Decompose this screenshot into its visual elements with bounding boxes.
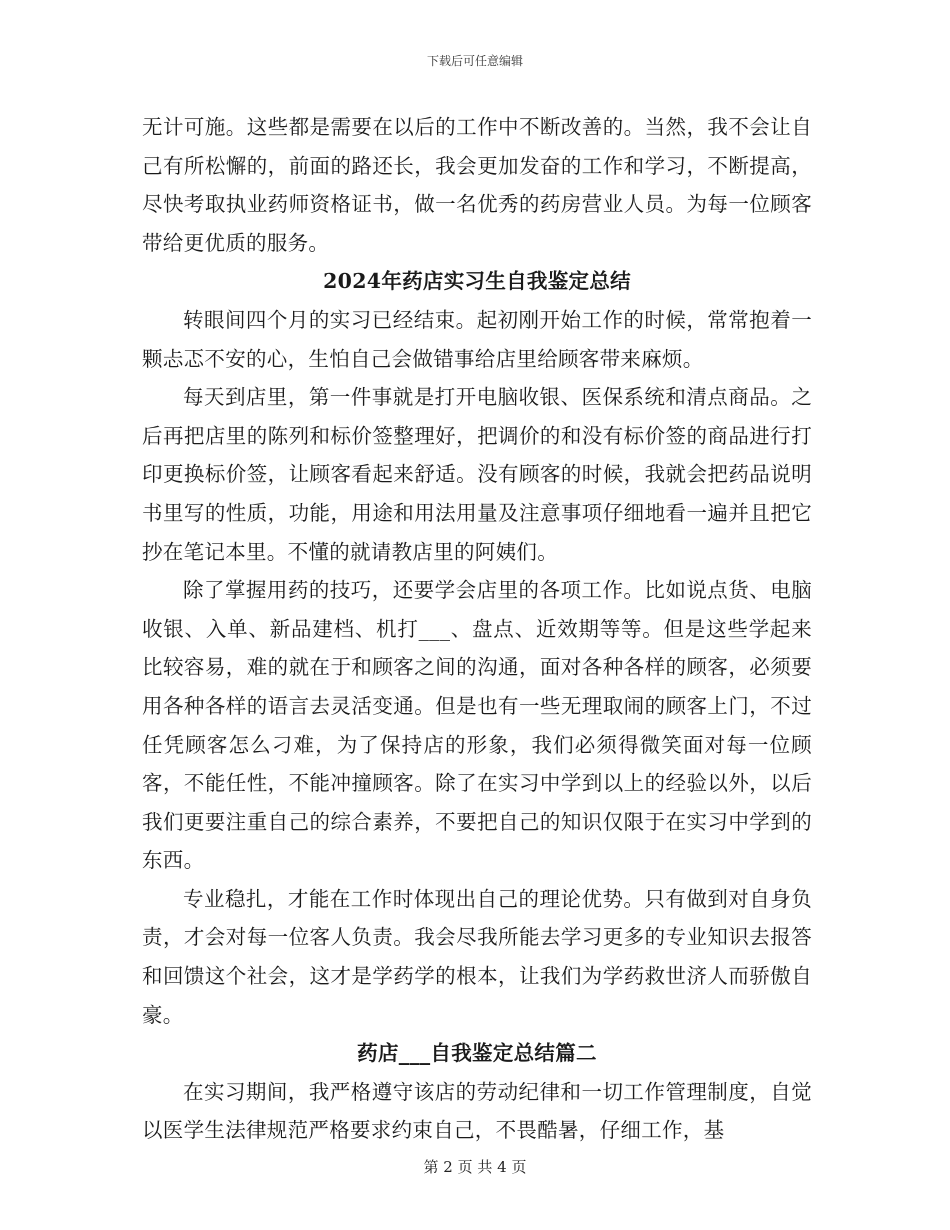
paragraph: 无计可施。这些都是需要在以后的工作中不断改善的。当然，我不会让自己有所松懈的，前面的路还长，我会更加发奋的工作和学习，不断提高，尽快考取执业药师资格证书，做一名优秀的药房营业人员。为每一位顾客带给更优质的服务。 — [142, 115, 812, 255]
page-header-note: 下载后可任意编辑 — [426, 54, 523, 68]
section-heading: 药店___自我鉴定总结篇二 — [357, 1041, 597, 1066]
document-body — [142, 108, 812, 1150]
paragraph: 转眼间四个月的实习已经结束。起初刚开始工作的时候，常常抱着一颗忐忑不安的心，生怕自己会做错事给店里给顾客带来麻烦。 — [142, 307, 812, 371]
paragraph: 每天到店里，第一件事就是打开电脑收银、医保系统和清点商品。之后再把店里的陈列和标价签整理好，把调价的和没有标价签的商品进行打印更换标价签，让顾客看起来舒适。没有顾客的时候，我就会把药品说明书里写的性质，功能，用途和用法用量及注意事项仔细地看一遍并且把它抄在笔记本里。不懂的就请教店里的阿姨们。 — [142, 385, 812, 564]
paragraph: 专业稳扎，才能在工作时体现出自己的理论优势。只有做到对自身负责，才会对每一位客人负责。我会尽我所能去学习更多的专业知识去报答和回馈这个社会，这才是学药学的根本，让我们为学药救世济人而骄傲自豪。 — [142, 886, 812, 1027]
paragraph: 除了掌握用药的技巧，还要学会店里的各项工作。比如说点货、电脑收银、入单、新品建档、机打___、盘点、近效期等等。但是这些学起来比较容易，难的就在于和顾客之间的沟通，面对各种各样的顾客，必须要用各种各样的语言去灵活变通。但是也有一些无理取闹的顾客上门，不过任凭顾客怎么刁难，为了保持店的形象，我们必须得微笑面对每一位顾客，不能任性，不能冲撞顾客。除了在实习中学到以上的经验以外，以后我们更要注重自己的综合素养，不要把自己的知识仅限于在实习中学到的东西。 — [142, 578, 812, 873]
paragraph: 在实习期间，我严格遵守该店的劳动纪律和一切工作管理制度，自觉以医学生法律规范严格要求约束自己，不畏酷暑，仔细工作，基 — [142, 1079, 812, 1143]
section-heading: 2024年药店实习生自我鉴定总结 — [323, 269, 631, 294]
page-number: 第 2 页 共 4 页 — [423, 1158, 527, 1176]
